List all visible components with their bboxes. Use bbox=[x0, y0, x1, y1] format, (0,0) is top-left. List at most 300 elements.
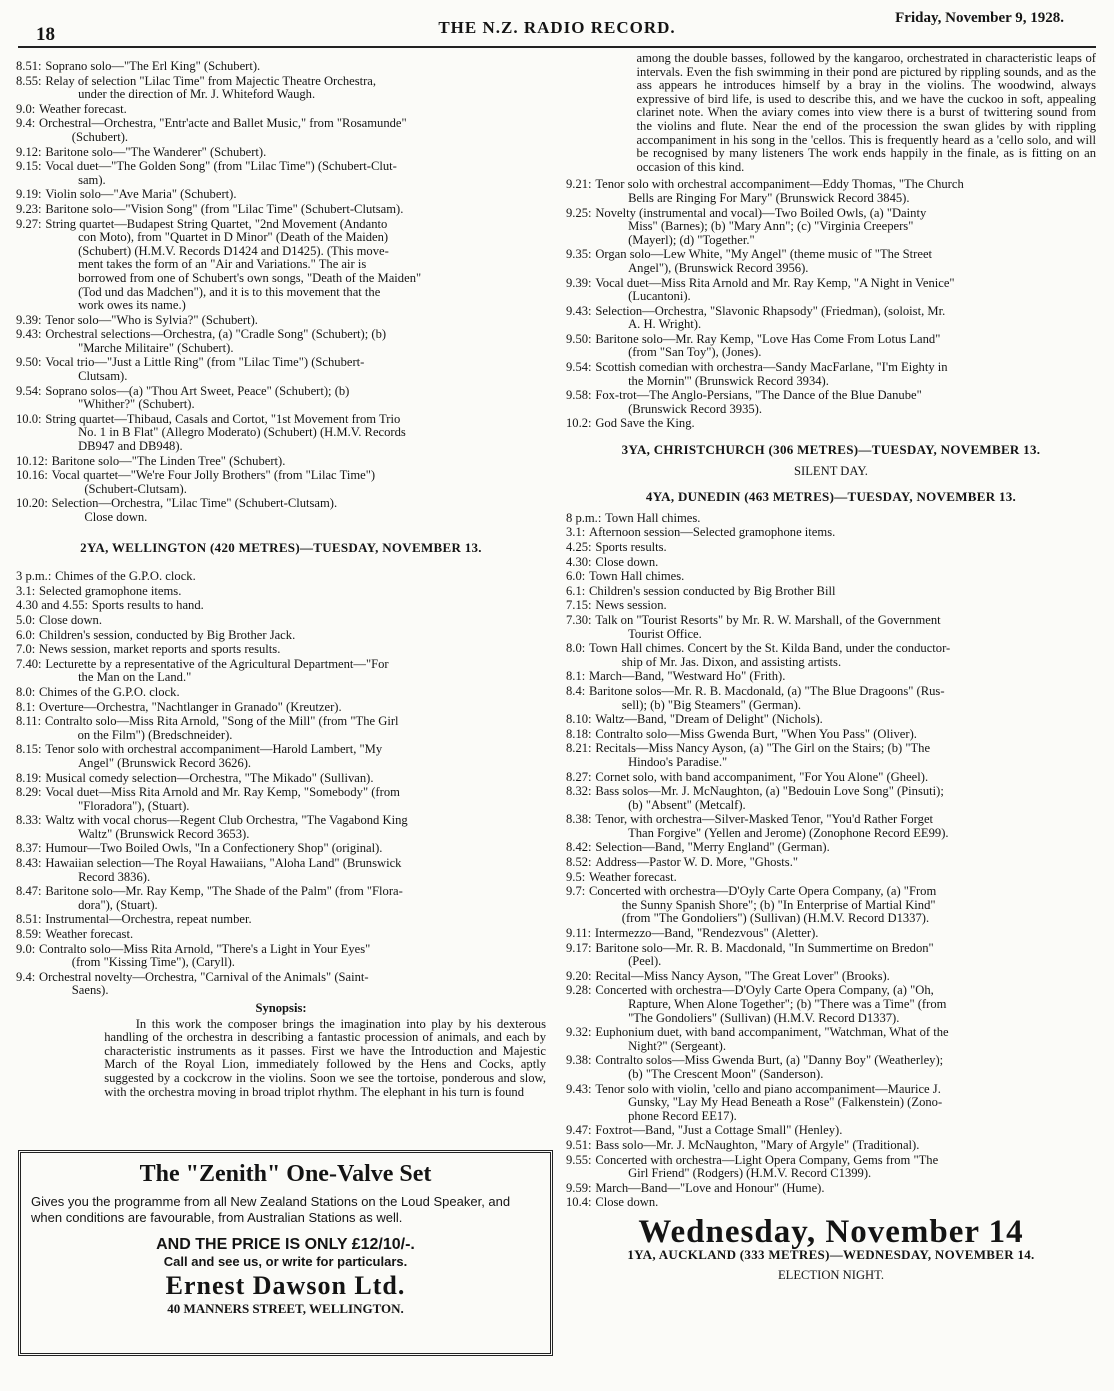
programme-line: Than Forgive" (Yellen and Jerome) (Zonophone Record EE99). bbox=[628, 825, 949, 840]
programme-line: Angel"), (Brunswick Record 3956). bbox=[628, 260, 809, 275]
programme-time: 4.30 and 4.55: bbox=[16, 598, 89, 613]
programme-description bbox=[42, 146, 546, 160]
programme-time: 10.12: bbox=[16, 453, 48, 468]
programme-time: 10.4: bbox=[566, 1195, 592, 1210]
programme-item bbox=[566, 541, 1096, 555]
programme-description bbox=[592, 1054, 1096, 1081]
programme-time: 9.0: bbox=[16, 941, 36, 956]
programme-description bbox=[601, 512, 1096, 526]
programme-time: 9.4: bbox=[16, 116, 36, 131]
advert-company: Ernest Dawson Ltd. bbox=[165, 1271, 406, 1300]
programme-item bbox=[16, 117, 546, 144]
programme-item bbox=[566, 570, 1096, 584]
programme-line: Tenor solo with orchestral accompaniment—Eddy Thomas, "The Church bbox=[595, 177, 964, 192]
programme-line: (Schubert-Clutsam). bbox=[84, 481, 187, 496]
advert-price: AND THE PRICE IS ONLY £12/10/-. bbox=[156, 1236, 415, 1253]
programme-line: Weather forecast. bbox=[589, 869, 677, 884]
programme-description bbox=[42, 160, 546, 187]
programme-item bbox=[16, 715, 546, 742]
programme-line: Hindoo's Paradise." bbox=[628, 754, 728, 769]
programme-time: 10.16: bbox=[16, 468, 48, 483]
header-rule bbox=[18, 46, 1096, 48]
programme-time: 8.21: bbox=[566, 741, 592, 756]
programme-line: Concerted with orchestra—Light Opera Company, Gems from "The bbox=[595, 1152, 939, 1167]
publication-title: THE N.Z. RADIO RECORD. bbox=[438, 18, 676, 37]
programme-item bbox=[16, 314, 546, 328]
page-header bbox=[0, 0, 1114, 48]
programme-line: March—Band, "Westward Ho" (Frith). bbox=[589, 669, 786, 684]
programme-line: Vocal duet—Miss Rita Arnold and Mr. Ray Kemp, "Somebody" (from bbox=[45, 785, 400, 800]
programme-description bbox=[35, 686, 546, 700]
programme-line: (b) "Absent" (Metcalf). bbox=[628, 797, 746, 812]
programme-line: (Schubert). bbox=[71, 129, 129, 144]
programme-item bbox=[16, 203, 546, 217]
programme-list-2ya-cont bbox=[566, 178, 1096, 431]
programme-time: 8.27: bbox=[566, 769, 592, 784]
programme-description bbox=[585, 570, 1096, 584]
programme-description bbox=[592, 1083, 1096, 1124]
programme-description bbox=[592, 984, 1096, 1025]
programme-list-4ya bbox=[566, 512, 1096, 1210]
programme-line: Overture—Orchestra, "Nachtlanger in Granado" (Kreutzer). bbox=[39, 699, 342, 714]
programme-item bbox=[16, 928, 546, 942]
section-heading-3ya: 3YA, CHRISTCHURCH (306 METRES)—TUESDAY, NOVEMBER 13. bbox=[621, 442, 1041, 458]
advert-title: The "Zenith" One-Valve Set bbox=[139, 1161, 432, 1187]
programme-item bbox=[566, 871, 1096, 885]
programme-line: Waltz" (Brunswick Record 3653). bbox=[78, 826, 250, 841]
programme-description bbox=[42, 772, 546, 786]
programme-line: Organ solo—Lew White, "My Angel" (theme music of "The Street bbox=[595, 247, 933, 262]
programme-description bbox=[592, 1026, 1096, 1053]
programme-time: 7.0: bbox=[16, 642, 36, 657]
advertisement-zenith bbox=[18, 1150, 553, 1356]
programme-description bbox=[592, 1139, 1096, 1153]
programme-line: Recital—Miss Nancy Ayson, "The Great Lover" (Brooks). bbox=[595, 968, 890, 983]
programme-item bbox=[566, 685, 1096, 712]
programme-description bbox=[42, 885, 546, 912]
programme-time: 9.12: bbox=[16, 144, 42, 159]
programme-description bbox=[42, 743, 546, 770]
programme-time: 8.10: bbox=[566, 712, 592, 727]
programme-item bbox=[16, 629, 546, 643]
programme-line: Address—Pastor W. D. More, "Ghosts." bbox=[595, 855, 798, 870]
programme-time: 3 p.m.: bbox=[16, 569, 52, 584]
programme-description bbox=[592, 248, 1096, 275]
programme-item bbox=[566, 1182, 1096, 1196]
synopsis-text: In this work the composer brings the imagination into play by his dexterous handling of the orchestra in describing a fantastic procession of animals, and each by characteristic instruments as it passes. First we have the Introduction and Majestic March of the Royal Lion, immediately followed by the Hens and Cocks, aptly suggested by a cockcrow in the violins. Soon we see the tortoise, ponderous and slow, with the orchestra moving in broad triplot rhythm. The elephant in his turn is found bbox=[104, 1016, 546, 1099]
programme-line: (from "The Gondoliers") (Sullivan) (H.M.V. Record D1337). bbox=[621, 911, 930, 926]
programme-description bbox=[592, 305, 1096, 332]
programme-time: 9.51: bbox=[566, 1137, 592, 1152]
programme-line: Baritone solo—"Vision Song" (from "Lilac Time" (Schubert-Clutsam). bbox=[45, 201, 404, 216]
programme-item bbox=[16, 686, 546, 700]
programme-item bbox=[566, 417, 1096, 431]
programme-line: Euphonium duet, with band accompaniment, "Watchman, What of the bbox=[595, 1025, 949, 1040]
programme-line: Afternoon session—Selected gramophone items. bbox=[589, 525, 836, 540]
programme-line: sell); (b) "Big Steamers" (German). bbox=[621, 697, 801, 712]
section-heading-2ya: 2YA, WELLINGTON (420 METRES)—TUESDAY, NOVEMBER 13. bbox=[80, 539, 482, 555]
programme-time: 9.23: bbox=[16, 201, 42, 216]
programme-description bbox=[592, 970, 1096, 984]
programme-time: 9.59: bbox=[566, 1180, 592, 1195]
programme-line: Soprano solos—(a) "Thou Art Sweet, Peace" (Schubert); (b) bbox=[45, 383, 350, 398]
advert-call: Call and see us, or write for particulars. bbox=[163, 1254, 408, 1269]
programme-line: Baritone solo—Mr. Ray Kemp, "Love Has Come From Lotus Land" bbox=[595, 331, 941, 346]
programme-time: 9.50: bbox=[566, 331, 592, 346]
programme-description bbox=[592, 556, 1096, 570]
programme-description bbox=[42, 218, 546, 313]
programme-line: under the direction of Mr. J. Whiteford Waugh. bbox=[78, 87, 316, 102]
programme-line: Contralto solo—Miss Rita Arnold, "Song of the Mill" (from "The Girl bbox=[44, 714, 399, 729]
programme-line: Girl Friend" (Rodgers) (H.M.V. Record C1399). bbox=[628, 1166, 872, 1181]
programme-time: 9.15: bbox=[16, 159, 42, 174]
programme-description bbox=[592, 361, 1096, 388]
programme-time: 4.25: bbox=[566, 540, 592, 554]
programme-description bbox=[585, 670, 1096, 684]
programme-line: (Schubert) (H.M.V. Records D1424 and D1425). (This move- bbox=[78, 243, 389, 258]
programme-line: Selected gramophone items. bbox=[39, 583, 182, 598]
programme-line: Intermezzo—Band, "Rendezvous" (Aletter). bbox=[594, 926, 819, 941]
programme-time: 8.33: bbox=[16, 813, 42, 828]
programme-time: 9.39: bbox=[16, 312, 42, 327]
right-column bbox=[566, 52, 1096, 1289]
programme-description bbox=[48, 455, 546, 469]
programme-time: 10.20: bbox=[16, 496, 48, 511]
programme-time: 9.54: bbox=[566, 360, 592, 375]
programme-item bbox=[16, 772, 546, 786]
programme-item bbox=[16, 971, 546, 998]
programme-time: 9.47: bbox=[566, 1123, 592, 1138]
programme-item bbox=[566, 599, 1096, 613]
programme-line: Contralto solo—Miss Gwenda Burt, "When You Pass" (Oliver). bbox=[595, 726, 917, 741]
programme-item bbox=[16, 786, 546, 813]
programme-line: "Whither?" (Schubert). bbox=[78, 397, 195, 412]
silent-day-notice: SILENT DAY. bbox=[794, 463, 868, 478]
programme-item bbox=[16, 658, 546, 685]
programme-time: 9.55: bbox=[566, 1152, 592, 1167]
programme-item bbox=[566, 178, 1096, 205]
programme-item bbox=[16, 356, 546, 383]
programme-description bbox=[42, 203, 546, 217]
programme-item bbox=[16, 585, 546, 599]
programme-line: (Lucantoni). bbox=[628, 289, 691, 304]
programme-line: Tenor, with orchestra—Silver-Masked Tenor, "You'd Rather Forget bbox=[595, 812, 934, 827]
programme-line: borrowed from one of Schubert's own songs, "Death of the Maiden" bbox=[78, 270, 422, 285]
programme-item bbox=[566, 927, 1096, 941]
programme-item bbox=[16, 743, 546, 770]
programme-line: DB947 and DB948). bbox=[78, 439, 183, 454]
programme-item bbox=[566, 526, 1096, 540]
programme-item bbox=[16, 885, 546, 912]
programme-line: Bass solo—Mr. J. McNaughton, "Mary of Argyle" (Traditional). bbox=[595, 1137, 920, 1152]
programme-time: 8.55: bbox=[16, 73, 42, 88]
programme-time: 9.32: bbox=[566, 1025, 592, 1040]
programme-description bbox=[592, 841, 1096, 855]
programme-line: sam). bbox=[78, 172, 106, 187]
programme-time: 9.5: bbox=[566, 869, 586, 884]
programme-item bbox=[566, 670, 1096, 684]
programme-line: Clutsam). bbox=[78, 369, 128, 384]
programme-line: Soprano solo—"The Erl King" (Schubert). bbox=[45, 59, 261, 73]
programme-line: Tenor solo with violin, 'cello and piano accompaniment—Maurice J. bbox=[595, 1081, 941, 1096]
programme-item bbox=[16, 455, 546, 469]
programme-line: con Moto), from "Quartet in D Minor" (Death of the Maiden) bbox=[78, 230, 389, 245]
programme-description bbox=[35, 629, 546, 643]
programme-line: Saens). bbox=[71, 983, 109, 998]
programme-item bbox=[566, 841, 1096, 855]
programme-item bbox=[566, 642, 1096, 669]
programme-description bbox=[592, 178, 1096, 205]
programme-line: (from "San Toy"), (Jones). bbox=[628, 345, 762, 360]
programme-description bbox=[42, 413, 546, 454]
programme-time: 9.27: bbox=[16, 216, 42, 231]
programme-time: 8.51: bbox=[16, 59, 42, 73]
programme-line: Waltz—Band, "Dream of Delight" (Nichols). bbox=[595, 712, 823, 727]
programme-time: 9.25: bbox=[566, 205, 592, 220]
programme-line: Selection—Orchestra, "Slavonic Rhapsody" (Friedman), (soloist, Mr. bbox=[595, 303, 946, 318]
programme-line: Night?" (Sergeant). bbox=[628, 1038, 726, 1053]
programme-description bbox=[42, 913, 546, 927]
programme-line: (Brunswick Record 3935). bbox=[628, 401, 763, 416]
programme-line: Close down. bbox=[39, 612, 102, 627]
programme-description bbox=[35, 103, 546, 117]
programme-line: Hawaiian selection—The Royal Hawaiians, "Aloha Land" (Brunswick bbox=[45, 856, 402, 871]
synopsis-heading: Synopsis: bbox=[255, 1001, 307, 1015]
programme-time: 9.58: bbox=[566, 388, 592, 403]
programme-time: 3.1: bbox=[16, 583, 36, 598]
programme-item bbox=[566, 785, 1096, 812]
programme-time: 8.11: bbox=[16, 714, 42, 729]
programme-description bbox=[42, 857, 546, 884]
programme-description bbox=[592, 599, 1096, 613]
programme-item bbox=[566, 389, 1096, 416]
programme-time: 9.43: bbox=[566, 303, 592, 318]
programme-line: the Man on the Land." bbox=[78, 670, 192, 685]
programme-line: Concerted with orchestra—D'Oyly Carte Opera Company, (a) "From bbox=[589, 884, 937, 899]
programme-item bbox=[16, 643, 546, 657]
programme-item bbox=[16, 160, 546, 187]
programme-description bbox=[42, 314, 546, 328]
programme-line: Tourist Office. bbox=[628, 626, 702, 641]
programme-description bbox=[592, 771, 1096, 785]
programme-description bbox=[592, 389, 1096, 416]
programme-line: Foxtrot—Band, "Just a Cottage Small" (Henley). bbox=[595, 1123, 843, 1138]
programme-description bbox=[35, 614, 546, 628]
programme-line: Baritone solo—"The Wanderer" (Schubert). bbox=[45, 144, 267, 159]
advert-address: 40 MANNERS STREET, WELLINGTON. bbox=[167, 1301, 404, 1316]
programme-item bbox=[566, 512, 1096, 526]
programme-item bbox=[566, 1054, 1096, 1081]
programme-time: 9.11: bbox=[566, 926, 592, 941]
programme-line: Baritone solo—Mr. R. B. Macdonald, "In Summertime on Bredon" bbox=[595, 940, 934, 955]
programme-line: Chimes of the G.P.O. clock. bbox=[55, 569, 196, 584]
programme-line: "Marche Militaire" (Schubert). bbox=[78, 340, 234, 355]
programme-description bbox=[585, 685, 1096, 712]
programme-item bbox=[16, 218, 546, 313]
programme-description bbox=[35, 117, 546, 144]
programme-time: 8.18: bbox=[566, 726, 592, 741]
programme-line: Children's session, conducted by Big Brother Jack. bbox=[39, 627, 296, 642]
programme-time: 10.0: bbox=[16, 411, 42, 426]
programme-line: "Floradora"), (Stuart). bbox=[78, 798, 190, 813]
programme-item bbox=[566, 856, 1096, 870]
programme-description bbox=[42, 385, 546, 412]
programme-line: Sports results. bbox=[595, 540, 667, 554]
programme-description bbox=[35, 971, 546, 998]
programme-line: dora"), (Stuart). bbox=[78, 897, 158, 912]
programme-item bbox=[566, 333, 1096, 360]
programme-description bbox=[35, 943, 546, 970]
programme-line: Rapture, When Alone Together"; (b) "There was a Time" (from bbox=[628, 997, 947, 1011]
programme-description bbox=[88, 599, 546, 613]
programme-line: ment takes the form of an "Air and Variations." The air is bbox=[78, 257, 367, 272]
programme-description bbox=[42, 786, 546, 813]
programme-line: Violin solo—"Ave Maria" (Schubert). bbox=[45, 187, 237, 202]
programme-item bbox=[566, 556, 1096, 570]
programme-line: Tenor solo with orchestral accompaniment—Harold Lambert, "My bbox=[45, 742, 383, 757]
programme-description bbox=[42, 842, 546, 856]
programme-description bbox=[51, 570, 546, 584]
day-heading: Wednesday, November 14 bbox=[638, 1213, 1024, 1250]
programme-line: (Mayerl); (d) "Together." bbox=[628, 232, 755, 247]
programme-item bbox=[16, 599, 546, 613]
programme-time: 8.0: bbox=[566, 641, 586, 656]
programme-item bbox=[566, 207, 1096, 248]
programme-line: God Save the King. bbox=[595, 416, 695, 431]
programme-description bbox=[35, 643, 546, 657]
election-night-notice: ELECTION NIGHT. bbox=[777, 1268, 885, 1283]
programme-item bbox=[16, 913, 546, 927]
programme-item bbox=[16, 943, 546, 970]
programme-description bbox=[42, 328, 546, 355]
programme-line: String quartet—Budapest String Quartet, "2nd Movement (Andanto bbox=[45, 216, 388, 231]
programme-time: 8.29: bbox=[16, 785, 42, 800]
programme-line: Weather forecast. bbox=[39, 101, 127, 116]
programme-item bbox=[16, 328, 546, 355]
programme-item bbox=[16, 385, 546, 412]
programme-item bbox=[566, 885, 1096, 926]
programme-line: Orchestral—Orchestra, "Entr'acte and Ballet Music," from "Rosamunde" bbox=[39, 116, 407, 131]
programme-time: 9.39: bbox=[566, 275, 592, 290]
programme-item bbox=[566, 1083, 1096, 1124]
programme-line: Close down. bbox=[595, 554, 659, 569]
programme-item bbox=[566, 970, 1096, 984]
programme-line: the Mornin'" (Brunswick Record 3934). bbox=[628, 373, 829, 388]
programme-description bbox=[592, 942, 1096, 969]
programme-line: Children's session conducted by Big Brother Bill bbox=[589, 583, 836, 598]
programme-line: Vocal duet—Miss Rita Arnold and Mr. Ray Kemp, "A Night in Venice" bbox=[595, 275, 955, 290]
programme-line: Orchestral selections—Orchestra, (a) "Cradle Song" (Schubert); (b) bbox=[45, 327, 387, 342]
programme-item bbox=[566, 248, 1096, 275]
programme-description bbox=[592, 1124, 1096, 1138]
programme-line: (Tod und das Madchen"), and it is to this movement that the bbox=[78, 284, 381, 299]
programme-time: 6.1: bbox=[566, 583, 586, 598]
programme-time: 10.2: bbox=[566, 416, 592, 431]
programme-item bbox=[16, 413, 546, 454]
programme-time: 8.32: bbox=[566, 784, 592, 799]
programme-time: 8.37: bbox=[16, 841, 42, 856]
programme-description bbox=[42, 928, 546, 942]
programme-line: Bass solos—Mr. J. McNaughton, (a) "Bedouin Love Song" (Pinsuti); bbox=[595, 784, 944, 799]
programme-time: 8.4: bbox=[566, 683, 586, 698]
programme-time: 8.52: bbox=[566, 855, 592, 870]
programme-time: 8.51: bbox=[16, 912, 42, 927]
programme-time: 9.20: bbox=[566, 968, 592, 983]
programme-description bbox=[592, 1154, 1096, 1181]
programme-line: Vocal trio—"Just a Little Ring" (from "Lilac Time") (Schubert- bbox=[45, 355, 365, 370]
programme-description bbox=[585, 526, 1096, 540]
programme-description bbox=[42, 658, 546, 685]
programme-line: Humour—Two Boiled Owls, "In a Confectionery Shop" (original). bbox=[45, 841, 383, 856]
programme-line: Selection—Band, "Merry England" (German). bbox=[595, 840, 830, 855]
programme-line: Angel" (Brunswick Record 3626). bbox=[78, 755, 252, 770]
programme-item bbox=[16, 814, 546, 841]
programme-line: Fox-trot—The Anglo-Persians, "The Dance of the Blue Danube" bbox=[595, 388, 922, 403]
programme-line: Recitals—Miss Nancy Ayson, (a) "The Girl on the Stairs; (b) "The bbox=[595, 741, 931, 756]
programme-line: A. H. Wright). bbox=[628, 317, 702, 332]
programme-time: 9.4: bbox=[16, 969, 36, 984]
programme-item bbox=[566, 813, 1096, 840]
programme-line: Baritone solos—Mr. R. B. Macdonald, (a) "The Blue Dragoons" (Rus- bbox=[589, 683, 945, 698]
programme-description bbox=[42, 188, 546, 202]
programme-description bbox=[42, 814, 546, 841]
programme-description bbox=[592, 277, 1096, 304]
programme-line: Vocal quartet—"We're Four Jolly Brothers" (from "Lilac Time") bbox=[51, 468, 376, 483]
programme-description bbox=[592, 813, 1096, 840]
programme-line: Gunsky, "Lay My Head Beneath a Rose" (Falkenstein) (Zono- bbox=[628, 1095, 943, 1110]
programme-line: Tenor solo—"Who is Sylvia?" (Schubert). bbox=[45, 312, 258, 327]
programme-line: Baritone solo—Mr. Ray Kemp, "The Shade of the Palm" (from "Flora- bbox=[45, 884, 403, 899]
programme-line: Contralto solos—Miss Gwenda Burt, (a) "Danny Boy" (Weatherley); bbox=[595, 1053, 944, 1068]
programme-line: on the Film") (Bredschneider). bbox=[77, 727, 233, 742]
programme-item bbox=[566, 1139, 1096, 1153]
programme-line: String quartet—Thibaud, Casals and Cortot, "1st Movement from Trio bbox=[45, 411, 401, 426]
programme-item bbox=[16, 842, 546, 856]
programme-time: 9.28: bbox=[566, 983, 592, 998]
programme-description bbox=[35, 701, 546, 715]
programme-item bbox=[16, 701, 546, 715]
programme-line: Talk on "Tourist Resorts" by Mr. R. W. Marshall, of the Government bbox=[595, 612, 941, 627]
issue-date: Friday, November 9, 1928. bbox=[895, 10, 1064, 26]
programme-line: the Sunny Spanish Shore"; (b) "In Enterprise of Martial Kind" bbox=[621, 897, 936, 912]
programme-time: 9.21: bbox=[566, 177, 592, 192]
advert-body: Gives you the programme from all New Zealand Stations on the Loud Speaker, and when conditions are favourable, from Australian Stations as well. bbox=[31, 1194, 511, 1225]
programme-line: Concerted with orchestra—D'Oyly Carte Opera Company, (a) "Oh, bbox=[595, 983, 934, 998]
programme-time: 9.7: bbox=[566, 884, 586, 899]
programme-line: ship of Mr. Jas. Dixon, and assisting artists. bbox=[621, 654, 842, 669]
programme-description bbox=[592, 417, 1096, 431]
programme-line: Lecturette by a representative of the Agricultural Department—"For bbox=[45, 656, 389, 671]
programme-item bbox=[16, 570, 546, 584]
programme-line: Miss" (Barnes); (b) "Mary Ann"; (c) "Virginia Creepers" bbox=[628, 219, 914, 234]
programme-item bbox=[16, 614, 546, 628]
programme-item bbox=[566, 305, 1096, 332]
programme-line: Orchestral novelty—Orchestra, "Carnival of the Animals" (Saint- bbox=[39, 969, 369, 984]
programme-item bbox=[16, 469, 546, 496]
programme-line: Town Hall chimes. bbox=[605, 510, 701, 525]
programme-time: 7.15: bbox=[566, 598, 592, 613]
programme-line: Contralto solo—Miss Rita Arnold, "There's a Light in Your Eyes" bbox=[39, 941, 371, 956]
programme-line: News session, market reports and sports results. bbox=[39, 642, 281, 657]
section-heading-4ya: 4YA, DUNEDIN (463 METRES)—TUESDAY, NOVEMBER 13. bbox=[645, 489, 1017, 505]
programme-item bbox=[566, 713, 1096, 727]
programme-time: 8.38: bbox=[566, 812, 592, 827]
programme-time: 9.43: bbox=[566, 1081, 592, 1096]
programme-item bbox=[16, 146, 546, 160]
programme-item bbox=[566, 1154, 1096, 1181]
programme-description bbox=[592, 728, 1096, 742]
programme-description bbox=[592, 713, 1096, 727]
